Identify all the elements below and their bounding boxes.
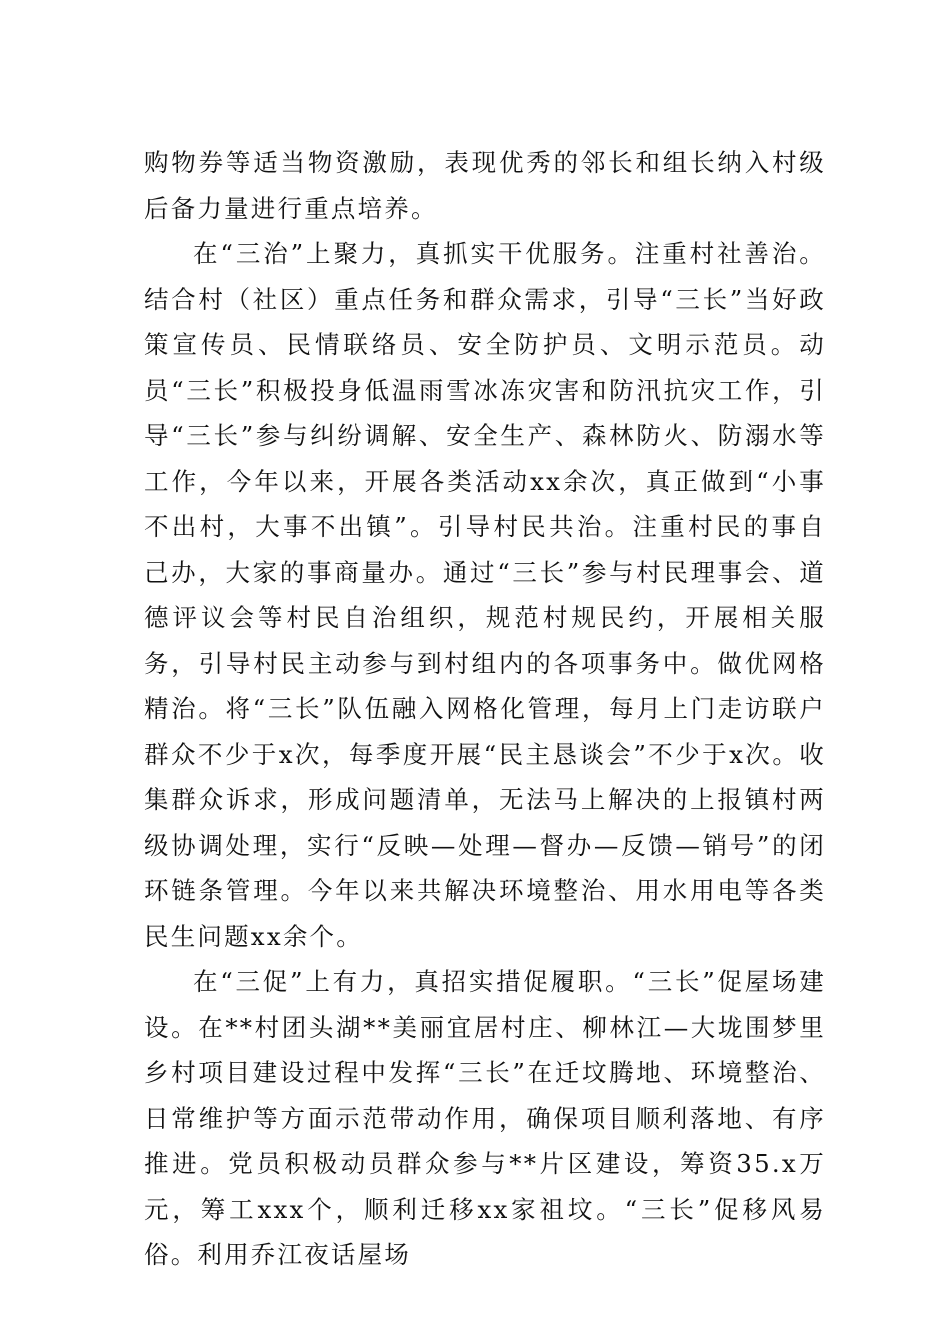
document-body bbox=[144, 140, 826, 1278]
paragraph-continuation: 购物券等适当物资激励，表现优秀的邻长和组长纳入村级后备力量进行重点培养。 bbox=[144, 148, 826, 223]
paragraph-three-promotion: 在“三促”上有力，真招实措促履职。“三长”促屋场建设。在**村团头湖**美丽宜居村庄、柳林江—大垅围梦里乡村项目建设过程中发挥“三长”在迁坟腾地、环境整治、日常维护等方面示范带动作用，确保项目顺利落地、有序推进。党员积极动员群众参与**片区建设，筹资35.x万元，筹工xxx个，顺利迁移xx家祖坟。“三长”促移风易俗。利用乔江夜话屋场 bbox=[144, 967, 826, 1269]
paragraph-three-governance: 在“三治”上聚力，真抓实干优服务。注重村社善治。结合村（社区）重点任务和群众需求，引导“三长”当好政策宣传员、民情联络员、安全防护员、文明示范员。动员“三长”积极投身低温雨雪冰冻灾害和防汛抗灾工作，引导“三长”参与纠纷调解、安全生产、森林防火、防溺水等工作，今年以来，开展各类活动xx余次，真正做到“小事不出村，大事不出镇”。引导村民共治。注重村民的事自己办，大家的事商量办。通过“三长”参与村民理事会、道德评议会等村民自治组织，规范村规民约，开展相关服务，引导村民主动参与到村组内的各项事务中。做优网格精治。将“三长”队伍融入网格化管理，每月上门走访联户群众不少于x次，每季度开展“民主恳谈会”不少于x次。收集群众诉求，形成问题清单，无法马上解决的上报镇村两级协调处理，实行“反映—处理—督办—反馈—销号”的闭环链条管理。今年以来共解决环境整治、用水用电等各类民生问题xx余个。 bbox=[144, 239, 826, 951]
